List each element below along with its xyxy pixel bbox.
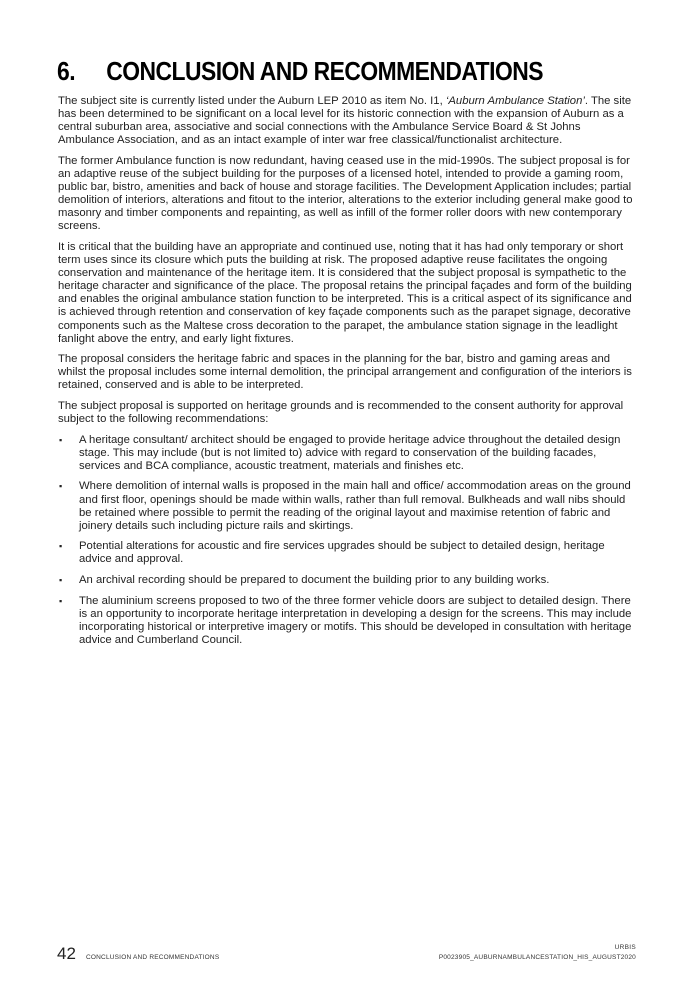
page-number: 42: [57, 944, 76, 963]
bullet-icon: ▪: [59, 575, 63, 585]
section-number: 6.: [57, 56, 76, 86]
list-item-text: A heritage consultant/ architect should be engaged to provide heritage advice throughout the detailed design stage. This may include (but is not limited to) advice with regard to conservation of the building facades, services and BCA compliance, acoustic treatment, materials and finishes etc.: [79, 433, 621, 472]
paragraph-heritage-fabric: The proposal considers the heritage fabric and spaces in the planning for the bar, bistro and gaming areas and whilst the proposal includes some internal demolition, the principal arrangement and configuration of the interiors is retained, conserved and is able to be interpreted.: [58, 353, 632, 392]
list-item: [58, 480, 636, 532]
paragraph-site-listing: [58, 95, 636, 147]
section-heading: [57, 54, 543, 88]
body-text: [58, 95, 636, 654]
paragraph-recommendation-intro: The subject proposal is supported on heritage grounds and is recommended to the consent authority for approval subject to the following recommendations:: [58, 399, 624, 426]
list-item-text: Where demolition of internal walls is proposed in the main hall and office/ accommodation areas on the ground and first floor, openings should be made within walls, rather than full removal. Bulkheads and wall nibs should be retained where possible to permit the reading of the original layout and maximise retention of fabric and joinery details such including picture rails and skirtings.: [79, 480, 631, 532]
list-item-text: Potential alterations for acoustic and fire services upgrades should be subject to detailed design, heritage advice and approval.: [79, 540, 605, 566]
paragraph-text: The subject site is currently listed under the Auburn LEP 2010 as item No. I1,: [58, 95, 446, 107]
list-item: [58, 574, 636, 587]
footer-document-reference: P0023905_AUBURNAMBULANCESTATION_HIS_AUGUST2020: [438, 954, 636, 961]
recommendations-list: [58, 434, 636, 647]
paragraph-former-function: The former Ambulance function is now redundant, having ceased use in the mid-1990s. The subject proposal is for an adaptive reuse of the subject building for the purposes of a licensed hotel, intended to provide a gaming room, public bar, bistro, amenities and back of house and storage facilities. The Development Application includes; partial demolition of interiors, alterations and fitout to the interior, alterations to the exterior including general make good to masonry and timber components and repainting, as well as infill of the former roller doors with new contemporary screens.: [58, 154, 633, 233]
bullet-icon: ▪: [59, 595, 63, 606]
item-name-italic: ‘Auburn Ambulance Station’: [445, 95, 585, 107]
list-item-text: The aluminium screens proposed to two of the three former vehicle doors are subject to detailed design. There is an opportunity to incorporate heritage interpretation in developing a design for the screens. This may include incorporating historical or interpretive imagery or motifs. This should be developed in consultation with heritage advice and Cumberland Council.: [79, 594, 632, 646]
paragraph-adaptive-reuse: It is critical that the building have an appropriate and continued use, noting that it has had only temporary or short term uses since its closure which puts the building at risk. The proposed adaptive reuse facilitates the ongoing conservation and maintenance of the heritage item. It is considered that the subject proposal is sympathetic to the heritage character and significance of the place. The proposal retains the principal façades and form of the building and enables the original ambulance station function to be interpreted. This is a critical aspect of its significance and is achieved through retention and conservation of key façade components such as the parapet signage, decorative components such as the Maltese cross decoration to the parapet, the ambulance station signage in the leadlight fanlight above the entry, and early light fixtures.: [58, 240, 632, 345]
section-title: CONCLUSION AND RECOMMENDATIONS: [106, 56, 543, 86]
paragraph-text: . The site has been determined to be significant on a local level for its historic connection with the expansion of Auburn as a central suburban area, associative and social connections with the Ambulance Service Board & St Johns Ambulance Association, and as an intact example of inter war free classical/functionalist architecture.: [58, 95, 632, 147]
footer-brand: URBIS: [614, 944, 636, 951]
list-item: [58, 540, 636, 566]
footer-section-title: CONCLUSION AND RECOMMENDATIONS: [86, 954, 220, 961]
bullet-icon: ▪: [59, 541, 63, 552]
list-item: [58, 434, 636, 473]
list-item-text: An archival recording should be prepared to document the building prior to any building works.: [79, 574, 550, 586]
list-item: [58, 595, 636, 647]
bullet-icon: ▪: [59, 434, 63, 445]
bullet-icon: ▪: [59, 481, 63, 492]
